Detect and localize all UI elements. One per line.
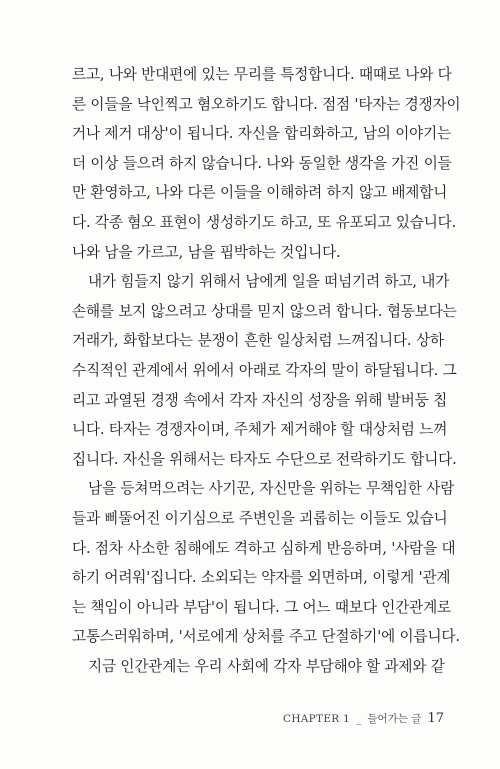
text-line: 리고 과열된 경쟁 속에서 각자 자신의 성장을 위해 발버둥 칩 [72,391,448,409]
text-line: 르고, 나와 반대편에 있는 무리를 특정합니다. 때때로 나와 다 [72,66,452,83]
text-line: 른 이들을 낙인찍고 혐오하기도 합니다. 점점 '타자는 경쟁자이 [72,95,461,113]
text-line: 들과 삐뚤어진 이기심으로 주변인을 괴롭히는 이들도 있습니 [72,509,448,527]
text-line: 지금 인간관계는 우리 사회에 각자 부담해야 할 과제와 같 [88,657,445,675]
text-line: 나와 남을 가르고, 남을 핍박하는 것입니다. [72,243,341,261]
paragraph [72,474,460,652]
text-line: 손해를 보지 않으려고 상대를 믿지 않으려 합니다. 협동보다는 [72,302,457,320]
text-line: 하기 어려워'집니다. 소외되는 약자를 외면하며, 이렇게 '관계 [72,569,451,587]
text-line: 다. 점차 사소한 침해에도 격하고 심하게 반응하며, '사람을 대 [72,539,456,557]
text-line: 수직적인 관계에서 위에서 아래로 각자의 말이 하달됩니다. 그 [72,361,457,379]
text-line: 거나 제거 대상'이 됩니다. 자신을 합리화하고, 남의 이야기는 [72,125,452,143]
section-title: 들어가는 글 [367,713,422,725]
text-line: 는 책임이 아니라 부담'이 됩니다. 그 어느 때보다 인간관계로 [72,598,452,616]
text-line: 니다. 타자는 경쟁자이며, 주체가 제거해야 할 대상처럼 느껴 [72,421,448,439]
text-line: 다. 각종 혐오 표현이 생성하기도 하고, 또 유포되고 있습니다. [72,213,457,231]
text-line: 더 이상 들으려 하지 않습니다. 나와 동일한 생각을 가진 이들 [72,154,452,172]
text-line: 집니다. 자신을 위해서는 타자도 수단으로 전락하기도 합니다. [72,450,457,468]
body-text [72,60,461,681]
footer-separator: _ [356,713,362,725]
text-line: 남을 등쳐먹으려는 사기꾼, 자신만을 위하는 무책임한 사람 [88,480,455,498]
chapter-label: CHAPTER 1 [283,713,351,725]
page-number: 17 [427,711,444,726]
text-line: 만 환영하고, 나와 다른 이들을 이해하려 하지 않고 배제합니 [72,184,448,202]
paragraph [72,60,461,267]
text-line: 거래가, 화합보다는 분쟁이 흔한 일상처럼 느껴집니다. 상하 [72,332,444,350]
text-line: 고통스러워하며, '서로에게 상처를 주고 단절하기'에 이릅니다. [72,628,460,646]
text-line: 내가 힘들지 않기 위해서 남에게 일을 떠넘기려 하고, 내가 [88,273,450,291]
running-footer [283,711,444,726]
paragraph [72,267,457,474]
paragraph [72,652,444,682]
